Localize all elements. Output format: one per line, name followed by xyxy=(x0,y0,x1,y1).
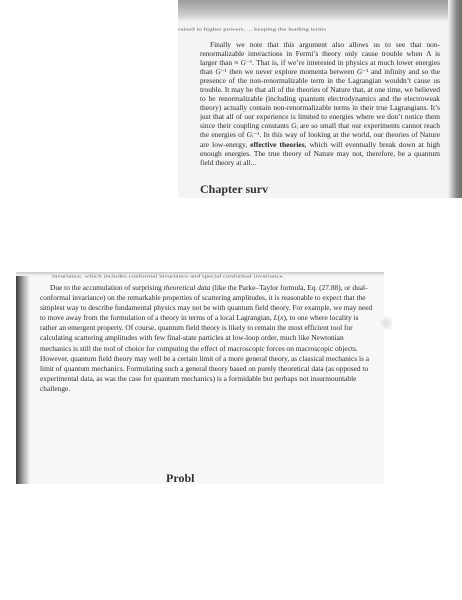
italic-term: x xyxy=(280,313,284,323)
italic-term: G xyxy=(356,67,363,77)
top-page-scrap xyxy=(178,0,462,198)
cut-off-line: raised to higher powers, ... keeping the leading terms xyxy=(178,27,327,32)
text-run: Finally we note that this argument also allows us to see that non-renormalizable interactions in Fermi’s theory only cause trouble when Λ is larger than ≈ xyxy=(200,40,440,68)
bottom-page-scrap xyxy=(16,272,384,484)
text-run: , which will eventually break down at high enough energies. The true theory of Nature may not, therefore, be a quantum field theory at all... xyxy=(200,139,440,167)
italic-term: G xyxy=(291,121,297,131)
italic-term: G xyxy=(246,130,253,140)
text-run: ᵢ are so small that our experiments cannot reach the energies of xyxy=(200,121,440,140)
text-run: ⁻¹ then we never explore momenta between xyxy=(220,67,357,77)
text-run: Due to the accumulation of surprising xyxy=(50,283,164,292)
scan-smudge xyxy=(380,316,392,330)
text-run: ( xyxy=(277,313,281,323)
bold-term: effective theories xyxy=(250,139,305,149)
section-heading: Chapter surv xyxy=(200,182,269,196)
text-run: ⁻¹ and infinity and so the presence of the non-renormalizable term in the Lagrangian wouldn’t cause us trouble. It may be that all of the theories of Nature that, at one time, we believed to be renormalizable (including quantum electrodynamics and the electroweak theory) actually contain non-renormalizable terms in their true Lagrangians. It’s just that all of our experience is limited to energies where we don’t notice them since their coupling constants xyxy=(200,67,440,131)
text-run: ⁻¹. That is, if we’re interested in physics at much lower energies than xyxy=(200,58,441,77)
cut-off-line: invariance, which includes conformal invariance and special conformal invariance. xyxy=(52,274,285,279)
scan-shadow-top xyxy=(178,0,462,22)
italic-term: theoretical data xyxy=(163,283,211,292)
scan-shadow-right xyxy=(448,0,462,198)
text-run: (like the Parke–Taylor formula, Eq. (27.88), or dual-conformal invariance) on the remarkable properties of scattering amplitudes, it is reasonable to expect that the simplest way to describe fundamental physics may not be with quantum field theory. For example, we may need to move away from the formulation of a theory in terms of a local Lagrangian, xyxy=(40,283,373,323)
body-paragraph xyxy=(40,283,376,394)
italic-term: G xyxy=(240,58,246,68)
italic-term: G xyxy=(215,67,221,77)
italic-term: L xyxy=(273,313,278,323)
section-heading: Probl xyxy=(166,471,195,484)
body-paragraph xyxy=(200,40,440,167)
text-run: ), to one where locality is rather an emergent property. Of course, quantum field theory is likely to remain the most efficient tool for calculating scattering amplitudes with few final-state particles at low-loop order, much like Newtonian mechanics is still the tool of choice for computing the effect of macroscopic forces on macroscopic objects. However, quantum field theory may well be a certain limit of a more general theory, as classical mechanics is a limit of quantum mechanics. Formulating such a general theory based on purely theoretical data (as opposed to experimental data, as was the case for quantum mechanics) is a formidable but perhaps not insurmountable challenge. xyxy=(40,313,370,393)
text-run: ᵢ⁻¹. In this way of looking at the world, our theories of Nature are low-energy, xyxy=(200,130,440,149)
scan-shadow-left xyxy=(16,272,30,484)
